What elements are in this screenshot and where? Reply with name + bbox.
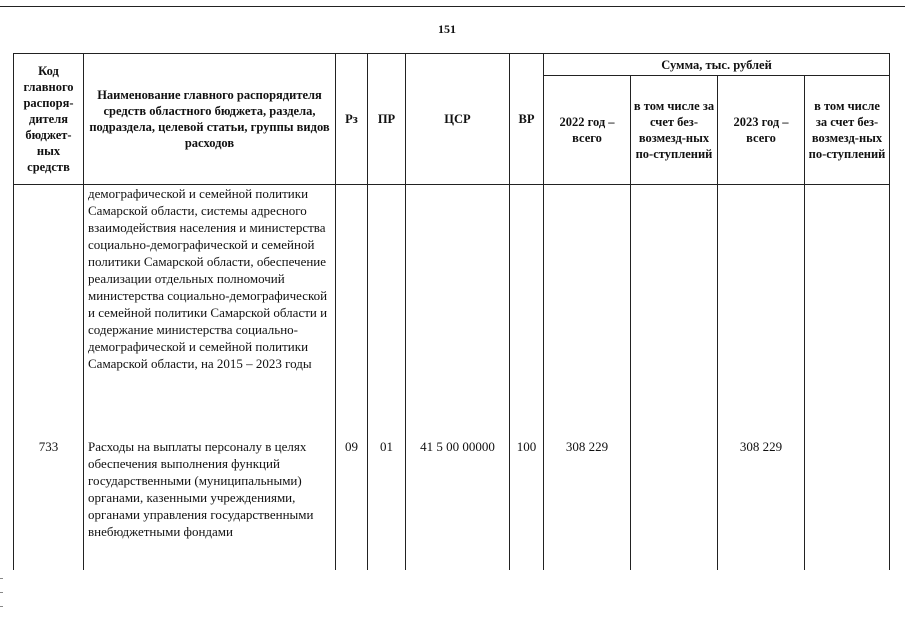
cell-2023-total [718, 185, 805, 541]
scan-mark [0, 592, 3, 593]
row-csr: 41 5 00 00000 [420, 439, 495, 454]
header-vr: ВР [510, 54, 544, 185]
page-number: 151 [438, 22, 456, 36]
cell-code [14, 185, 84, 541]
budget-table [13, 53, 890, 570]
row-vr: 100 [516, 439, 537, 454]
cell-name [84, 185, 336, 541]
row-2022-total: 308 229 [565, 439, 609, 454]
row-name: Расходы на выплаты персоналу в целях обеспечения выполнения функций государственными (муниципальными) органами, казенными учреждениями, органами управления государственными внебюджетными фондами [88, 439, 314, 539]
cell-2022-grants [631, 185, 718, 541]
header-2023-grants: в том числе за счет без-возмезд-ных по-ступлений [805, 76, 890, 185]
header-rz: Рз [336, 54, 368, 185]
header-csr: ЦСР [406, 54, 510, 185]
header-2022-grants: в том числе за счет без-возмезд-ных по-ступлений [631, 76, 718, 185]
cell-vr [510, 185, 544, 541]
row-rz: 09 [345, 439, 358, 454]
header-code: Код главного распоря-дителя бюджет-ных средств [14, 54, 84, 185]
header-name: Наименование главного распорядителя средств областного бюджета, раздела, подраздела, целевой статьи, группы видов расходов [84, 54, 336, 185]
cell-2023-grants [805, 185, 890, 541]
cell-rz [336, 185, 368, 541]
scan-mark [0, 578, 3, 579]
cell-csr [406, 185, 510, 541]
cell-pr [368, 185, 406, 541]
page-top-rule [0, 6, 905, 7]
row-2023-total: 308 229 [739, 439, 783, 454]
header-2022-total: 2022 год – всего [544, 76, 631, 185]
header-sum-group: Сумма, тыс. рублей [544, 54, 890, 76]
cell-2022-total [544, 185, 631, 541]
header-2023-total: 2023 год – всего [718, 76, 805, 185]
table-row [14, 185, 890, 541]
row-pr: 01 [380, 439, 393, 454]
continuation-text: демографической и семейной политики Самарской области, системы адресного взаимодействия населения и министерства социально-демографической и семейной политики Самарской области, обеспечение реализации отдельных полномочий министерства социально-демографической и семейной политики Самарской области и содержание министерства социально-демографической и семейной политики Самарской области, на 2015 – 2023 годы [88, 186, 328, 371]
row-code: 733 [38, 439, 59, 454]
scan-mark [0, 606, 3, 607]
header-pr: ПР [368, 54, 406, 185]
